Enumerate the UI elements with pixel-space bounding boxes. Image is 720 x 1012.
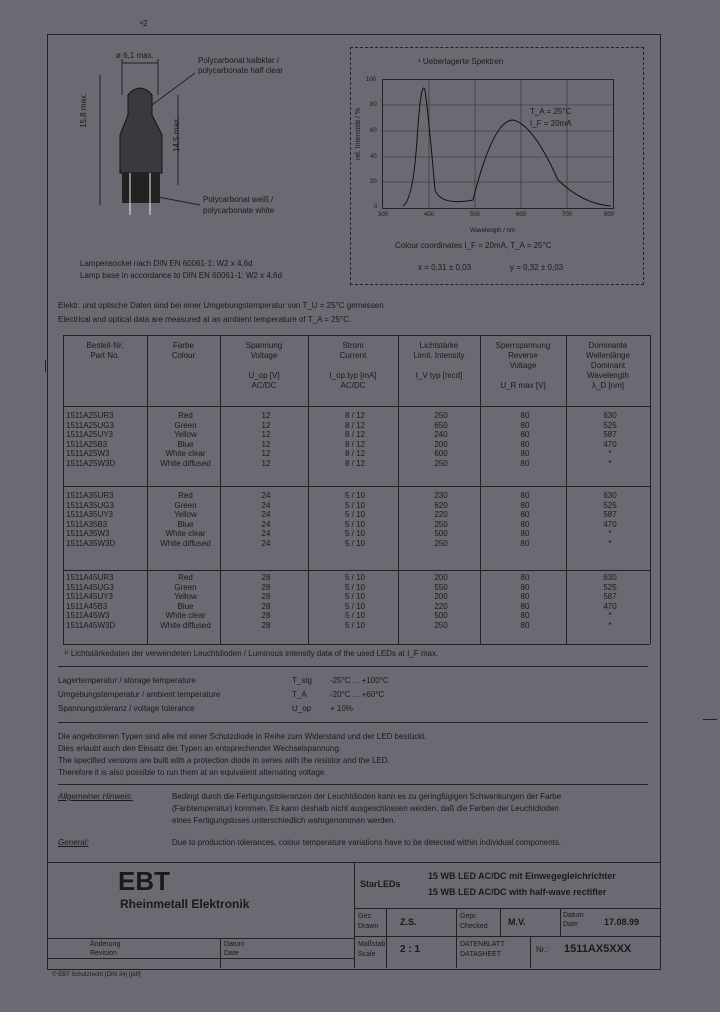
- desc-en: 15 WB LED AC/DC with half-wave rectifier: [428, 887, 607, 897]
- cell: 12: [261, 449, 271, 458]
- cell: Yellow: [174, 592, 197, 601]
- rows-24v: [64, 491, 652, 548]
- cell: 1511A45UY3: [66, 592, 113, 601]
- cell: *: [608, 449, 612, 458]
- cell: 587: [603, 430, 617, 439]
- table-row: [64, 411, 652, 421]
- y-tick-5: 0: [374, 204, 378, 210]
- cell: 80: [520, 500, 530, 510]
- change-label: Änderung: [90, 941, 121, 948]
- table-row: [64, 430, 652, 440]
- scale-label: Maßstab: [358, 941, 386, 948]
- cell: Blue: [177, 519, 194, 529]
- cell: 240: [434, 430, 448, 439]
- scale-label-2: Scale: [358, 951, 376, 958]
- cell: 200: [434, 439, 448, 449]
- gez-value: Z.S.: [400, 917, 417, 927]
- header-current: Strom Current I_op.typ [mA] AC/DC: [329, 341, 377, 390]
- gepr-label-2: Checked: [460, 923, 488, 930]
- cell: 24: [261, 491, 271, 500]
- cell: 470: [603, 519, 617, 529]
- general-text-de-3: eines Fertigungsloses unterschiedlich wahrgenommen werden.: [172, 816, 396, 825]
- y-tick-1: 80: [370, 102, 377, 108]
- cell: 80: [520, 439, 530, 449]
- label-top-1: Polycarbonat kalbklar /: [198, 56, 279, 65]
- cell: 28: [261, 582, 271, 592]
- table-row: [64, 592, 652, 602]
- cell: 5 / 10: [344, 611, 365, 620]
- cell: 80: [520, 491, 530, 500]
- header-part: Bestell-Nr. Part No.: [86, 341, 124, 360]
- header-voltage: Spannung Voltage U_op [V] AC/DC: [245, 341, 283, 390]
- cell: 200: [434, 592, 448, 601]
- cell: 1511A25UY3: [66, 430, 113, 439]
- header-reverse: Sperrspannung Reverse Voltage U_R max [V]: [495, 341, 551, 390]
- y-tick-3: 40: [370, 154, 377, 160]
- general-label-de: Allgemeiner Hinweis:: [58, 792, 133, 801]
- cell: 24: [261, 500, 271, 510]
- cell: 1511A25B3: [66, 439, 108, 449]
- cell: 8 / 12: [344, 430, 365, 439]
- header-colour: Farbe Colour: [171, 341, 196, 360]
- cell: 28: [261, 573, 271, 582]
- desc-de: 15 WB LED AC/DC mit Einwegegleichrichter: [428, 871, 616, 881]
- cell: 5 / 10: [344, 510, 365, 519]
- cell: 1511A25W3: [66, 449, 110, 458]
- gez-label-2: Drawn: [358, 923, 379, 930]
- legend-1: T_A = 25°C: [530, 107, 572, 116]
- cell: 1511A35UY3: [66, 510, 113, 519]
- cell: 12: [261, 439, 271, 449]
- table-row: [64, 539, 652, 549]
- para-en-2: Therefore it is also possible to run them at an equivalent alternating voltage.: [58, 768, 327, 777]
- cell: 8 / 12: [344, 449, 365, 458]
- note-en: Electrical and optical data are measured at an ambient temperature of T_A = 25°C.: [58, 315, 352, 324]
- cell: 525: [603, 500, 617, 510]
- divider: [58, 784, 648, 785]
- gepr-label: Gepr.: [460, 913, 478, 920]
- cell: 80: [520, 592, 530, 601]
- cell: 1511A45B3: [66, 601, 108, 611]
- spec-sym-2: U_op: [292, 704, 312, 713]
- cell: 1511A35UG3: [66, 500, 114, 510]
- cell: *: [608, 458, 612, 468]
- sheet-label-2: DATASHEET: [460, 951, 501, 958]
- date-label-2: Date: [563, 921, 578, 928]
- cell: 80: [520, 510, 530, 519]
- cell: 630: [603, 491, 617, 500]
- cell: 5 / 10: [344, 620, 365, 630]
- cell: 28: [261, 620, 271, 630]
- cell: 5 / 10: [344, 529, 365, 538]
- cell: 80: [520, 620, 530, 630]
- cell: Blue: [177, 439, 194, 449]
- cell: 8 / 12: [344, 439, 365, 449]
- cell: 80: [520, 529, 530, 538]
- cell: *: [608, 620, 612, 630]
- cell: 12: [261, 420, 271, 430]
- scale-value: 2 : 1: [400, 944, 421, 955]
- cell: 5 / 10: [344, 519, 365, 529]
- cell: 250: [434, 538, 448, 548]
- table-row: [64, 611, 652, 621]
- table-row: [64, 421, 652, 431]
- cell: 470: [603, 439, 617, 449]
- product-label: StarLEDs: [360, 879, 401, 889]
- cell: 5 / 10: [344, 538, 365, 548]
- cell: 630: [603, 411, 617, 420]
- cell: 220: [434, 510, 448, 519]
- cell: 5 / 10: [344, 500, 365, 510]
- cell: 587: [603, 592, 617, 601]
- y-label: rel. Intensität / %: [355, 107, 362, 160]
- cell: 80: [520, 538, 530, 548]
- general-label-en: General:: [58, 838, 89, 847]
- company-sub: Rheinmetall Elektronik: [120, 897, 250, 911]
- led-outline: [90, 55, 210, 225]
- cell: 12: [261, 411, 271, 420]
- cell: 80: [520, 611, 530, 620]
- table-row: [64, 440, 652, 450]
- table-row: [64, 459, 652, 469]
- sheet-label-1: DATENBLATT: [460, 941, 505, 948]
- table-row: [64, 529, 652, 539]
- spec-sym-1: T_A: [292, 690, 307, 699]
- y-tick-2: 60: [370, 128, 377, 134]
- y-tick-0: 100: [366, 77, 377, 83]
- cell: 80: [520, 420, 530, 430]
- x-label: Wavelength / nm: [470, 228, 515, 234]
- cell: 1511A25UG3: [66, 420, 114, 430]
- change-label-2: Revision: [90, 950, 117, 957]
- spectrum-title: ¹ Ueberlagerte Spektren: [418, 57, 504, 66]
- cell: 1511A45UG3: [66, 582, 114, 592]
- cell: 5 / 10: [344, 601, 365, 611]
- dim-left: 15,8 max.: [79, 92, 88, 128]
- cell: 1511A35W3: [66, 529, 110, 538]
- cell: 28: [261, 592, 271, 601]
- cell: 5 / 10: [344, 573, 365, 582]
- cell: 8 / 12: [344, 458, 365, 468]
- label-bottom-1: Polycarbonat weiß /: [203, 195, 274, 204]
- cell: 24: [261, 510, 271, 519]
- spec-sym-0: T_stg: [292, 676, 313, 685]
- rows-12v: [64, 411, 652, 468]
- cell: 80: [520, 601, 530, 611]
- general-text-de-1: Bedingt durch die Fertigungstoleranzen der Leuchtdioden kann es zu geringfügigen Schwankungen der Farbe: [172, 792, 562, 801]
- table-row: [64, 449, 652, 459]
- cell: 80: [520, 573, 530, 582]
- cell: 230: [434, 491, 448, 500]
- cell: 500: [434, 529, 448, 538]
- table-row: [64, 573, 652, 583]
- x-tick-0: 300: [378, 212, 389, 218]
- cell: 500: [434, 611, 448, 620]
- general-text-en: Due to production tolerances, colour temperature variations have to be detected within individual components.: [172, 838, 562, 847]
- rows-28v: [64, 573, 652, 630]
- cell: 1511A35UR3: [66, 491, 114, 500]
- cell: Red: [178, 573, 193, 582]
- cell: 1511A45W3: [66, 611, 110, 620]
- cell: White diffused: [160, 620, 211, 630]
- cell: 5 / 10: [344, 582, 365, 592]
- header-intensity: Lichtstärke Limit. Intensity I_V typ [mcd]: [413, 341, 465, 380]
- cell: 5 / 10: [344, 592, 365, 601]
- table-row: [64, 501, 652, 511]
- nr-value: 1511AX5XXX: [564, 943, 632, 955]
- date-value: 17.08.99: [604, 917, 640, 927]
- para-de-2: Dies erlaubt auch den Einsatz der Typen an entsprechender Wechselspannung.: [58, 744, 341, 753]
- table-row: [64, 602, 652, 612]
- cell: 200: [434, 573, 448, 582]
- x-tick-4: 700: [562, 212, 573, 218]
- cell: 250: [434, 620, 448, 630]
- cell: 525: [603, 420, 617, 430]
- label-bottom-2: polycarbonate white: [203, 206, 275, 215]
- y-tick-4: 20: [370, 179, 377, 185]
- para-de-1: Die angebotenen Typen sind alle mit einer Schutzdiode in Reihe zum Widerstand und der LED bestückt.: [58, 732, 427, 741]
- gez-label: Gez.: [358, 913, 373, 920]
- cell: 12: [261, 430, 271, 439]
- x-tick-5: 800: [604, 212, 615, 218]
- nr-label: Nr.:: [536, 945, 549, 954]
- cell: 24: [261, 519, 271, 529]
- cell: White diffused: [160, 538, 211, 548]
- cell: *: [608, 611, 612, 620]
- base-de: Lampensockel nach DIN EN 60061-1: W2 x 4,6d: [80, 259, 253, 268]
- cell: 80: [520, 458, 530, 468]
- spec-label-1: Umgebungstemperatur / ambient temperature: [58, 690, 221, 699]
- cell: 80: [520, 411, 530, 420]
- spectrum-lines: [383, 80, 613, 208]
- cell: 80: [520, 449, 530, 458]
- cell: 1511A45W3D: [66, 620, 116, 630]
- company-logo: EBT: [118, 866, 170, 896]
- general-text-de-2: (Farbtemperatur) kommen. Es kann deshalb nicht ausgeschlossen werden, daß die Farben der Leuchtdioden: [172, 804, 559, 813]
- cell: 630: [603, 573, 617, 582]
- spec-val-1: -20°C ... +60°C: [330, 690, 385, 699]
- dim-top: ø 6,1 max.: [116, 51, 154, 60]
- cell: 1511A35B3: [66, 519, 108, 529]
- cell: 80: [520, 582, 530, 592]
- cell: 587: [603, 510, 617, 519]
- cell: Yellow: [174, 510, 197, 519]
- cell: 24: [261, 538, 271, 548]
- cell: 1511A35W3D: [66, 538, 116, 548]
- cell: 620: [434, 500, 448, 510]
- datum-label: Datum: [224, 941, 245, 948]
- cell: 525: [603, 582, 617, 592]
- spec-val-2: + 10%: [330, 704, 353, 713]
- cell: Yellow: [174, 430, 197, 439]
- cell: 470: [603, 601, 617, 611]
- fold-mark: [45, 360, 46, 372]
- cell: 650: [434, 420, 448, 430]
- spec-label-0: Lagertemperatur / storage temperature: [58, 676, 196, 685]
- x-tick-3: 600: [516, 212, 527, 218]
- divider: [58, 722, 648, 723]
- para-en-1: The specified versions are built with a protection diode in series with the resistor and the LED.: [58, 756, 390, 765]
- base-en: Lamp base in accordance to DIN EN 60061-1: W2 x 4,6d: [80, 271, 282, 280]
- spec-label-2: Spannungstoleranz / voltage tolerance: [58, 704, 195, 713]
- cell: 250: [434, 458, 448, 468]
- cell: Red: [178, 491, 193, 500]
- cell: 24: [261, 529, 271, 538]
- cell: White clear: [165, 449, 206, 458]
- cell: 12: [261, 458, 271, 468]
- cell: Red: [178, 411, 193, 420]
- gepr-value: M.V.: [508, 917, 526, 927]
- cell: 1511A25W3D: [66, 458, 116, 468]
- cell: 80: [520, 430, 530, 439]
- cell: White clear: [165, 529, 206, 538]
- cell: 1511A25UR3: [66, 411, 114, 420]
- footnote: ¹⁾ Lichtstärkedaten der verwendeten Leuchtdioden / Luminous intensity data of the used LEDs at I_F max.: [64, 649, 439, 658]
- fold-mark-right: [703, 719, 717, 720]
- note-de: Elektr. und optische Daten sind bei einer Umgebungstemperatur von T_U = 25°C gemessen: [58, 301, 384, 310]
- x-coord: x = 0,31 ± 0,03: [418, 263, 472, 272]
- cell: Blue: [177, 601, 194, 611]
- cell: Green: [174, 420, 197, 430]
- cell: Green: [174, 582, 197, 592]
- spec-val-0: -25°C ... +100°C: [330, 676, 389, 685]
- divider: [58, 666, 648, 667]
- cell: 8 / 12: [344, 411, 365, 420]
- legend-2: I_F = 20mA: [530, 119, 572, 128]
- cell: Green: [174, 500, 197, 510]
- cell: 28: [261, 611, 271, 620]
- cell: 1511A45UR3: [66, 573, 114, 582]
- cell: 80: [520, 519, 530, 529]
- spectrum-plot: [382, 79, 614, 209]
- y-coord: y = 0,32 ± 0,03: [510, 263, 564, 272]
- copyright: © EBT Schutzrecht (DIN 34) [pdf]: [52, 972, 141, 978]
- cell: 28: [261, 601, 271, 611]
- label-top-2: polycarbonate half clear: [198, 66, 283, 75]
- table-row: [64, 583, 652, 593]
- cell: 250: [434, 411, 448, 420]
- cell: 5 / 10: [344, 491, 365, 500]
- cell: 550: [434, 582, 448, 592]
- date-label: Datum: [563, 912, 584, 919]
- cell: White clear: [165, 611, 206, 620]
- header-wavelength: Dominante Wellenlänge Dominant Wavelength λ_D [nm]: [586, 341, 630, 390]
- cell: *: [608, 538, 612, 548]
- cell: *: [608, 529, 612, 538]
- cell: 8 / 12: [344, 420, 365, 430]
- datum-label-2: Date: [224, 950, 239, 957]
- table-row: [64, 510, 652, 520]
- table-row: [64, 520, 652, 530]
- colour-coords: Colour coordinates I_F = 20mA, T_A = 25°C: [395, 241, 552, 250]
- table-row: [64, 621, 652, 631]
- cell: White diffused: [160, 458, 211, 468]
- x-tick-2: 500: [470, 212, 481, 218]
- x-tick-1: 400: [424, 212, 435, 218]
- cell: 250: [434, 519, 448, 529]
- cell: 220: [434, 601, 448, 611]
- cell: 600: [434, 449, 448, 458]
- table-row: [64, 491, 652, 501]
- dim-right: 14,5 max.: [172, 116, 181, 152]
- top-mark: ᵃ2: [140, 19, 148, 28]
